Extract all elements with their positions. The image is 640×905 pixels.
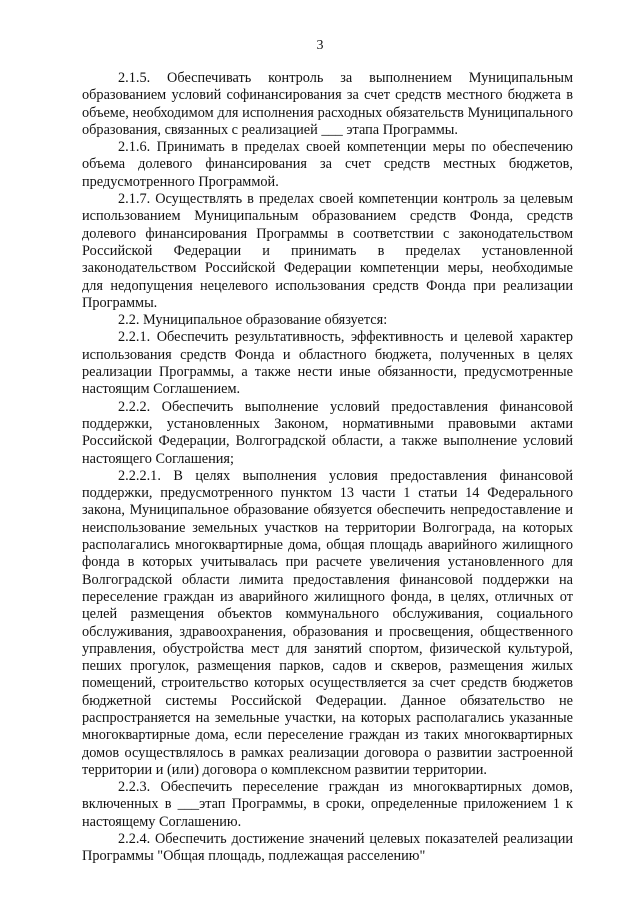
paragraph-2-2-4: 2.2.4. Обеспечить достижение значений целевых показателей реализации Программы "Общая площадь, подлежащая расселению" bbox=[82, 831, 573, 865]
paragraph-2-2: 2.2. Муниципальное образование обязуется: bbox=[118, 312, 388, 329]
paragraph-2-2-2-1: 2.2.2.1. В целях выполнения условия предоставления финансовой поддержки, предусмотренного пунктом 13 части 1 статьи 14 Федерального закона, Муниципальное образование обязуется обеспечить непредоставление и неиспользование земельных участков на территории Волгограда, на которых располагались многоквартирные дома, общая площадь аварийного жилищного фонда в которых учитывалась при расчете увеличения установленного для Волгоградской области лимита предоставления финансовой поддержки на переселение граждан из аварийного жилищного фонда, в целях, отличных от целей размещения объектов коммунального обслуживания, социального обслуживания, здравоохранения, образования и просвещения, общественного управления, обустройства мест для занятий спортом, физической культурой, пеших прогулок, размещения парков, садов и скверов, размещения жилых помещений, строительство которых осуществляется за счет средств бюджетов бюджетной системы Российской Федерации. Данное обязательство не распространяется на земельные участки, на которых располагались указанные многоквартирные дома, если переселение граждан из таких многоквартирных домов осуществлялось в рамках реализации договора о развитии застроенной территории и (или) договора о комплексном развитии территории. bbox=[82, 467, 573, 778]
paragraph-2-1-7: 2.1.7. Осуществлять в пределах своей компетенции контроль за целевым использованием Муниципальным образованием средств Фонда, средств долевого финансирования Программы в соответствии с законодательством Российской Федерации и принимать в пределах установленной законодательством Российской Федерации компетенции меры, необходимые для недопущения нецелевого использования средств Фонда при реализации Программы. bbox=[82, 191, 573, 311]
page-number: 3 bbox=[316, 38, 324, 53]
paragraph-2-2-2: 2.2.2. Обеспечить выполнение условий предоставления финансовой поддержки, установленных Законом, нормативными правовыми актами Российской Федерации, Волгоградской области, а также выполнение условий настоящего Соглашения; bbox=[82, 398, 573, 467]
paragraph-2-2-1: 2.2.1. Обеспечить результативность, эффективность и целевой характер использования средств Фонда и областного бюджета, полученных в целях реализации Программы, а также нести иные обязанности, предусмотренные настоящим Соглашением. bbox=[82, 329, 573, 398]
document-body bbox=[82, 70, 573, 866]
paragraph-2-1-6: 2.1.6. Принимать в пределах своей компетенции меры по обеспечению объема долевого финансирования за счет средств местных бюджетов, предусмотренного Программой. bbox=[82, 139, 573, 190]
paragraph-2-1-5: 2.1.5. Обеспечивать контроль за выполнением Муниципальным образованием условий софинансирования за счет средств местного бюджета в объеме, необходимом для исполнения расходных обязательств Муниципального образования, связанных с реализацией ___ этапа Программы. bbox=[82, 70, 573, 138]
paragraph-2-2-3: 2.2.3. Обеспечить переселение граждан из многоквартирных домов, включенных в ___этап Программы, в сроки, определенные приложением 1 к настоящему Соглашению. bbox=[82, 779, 573, 830]
